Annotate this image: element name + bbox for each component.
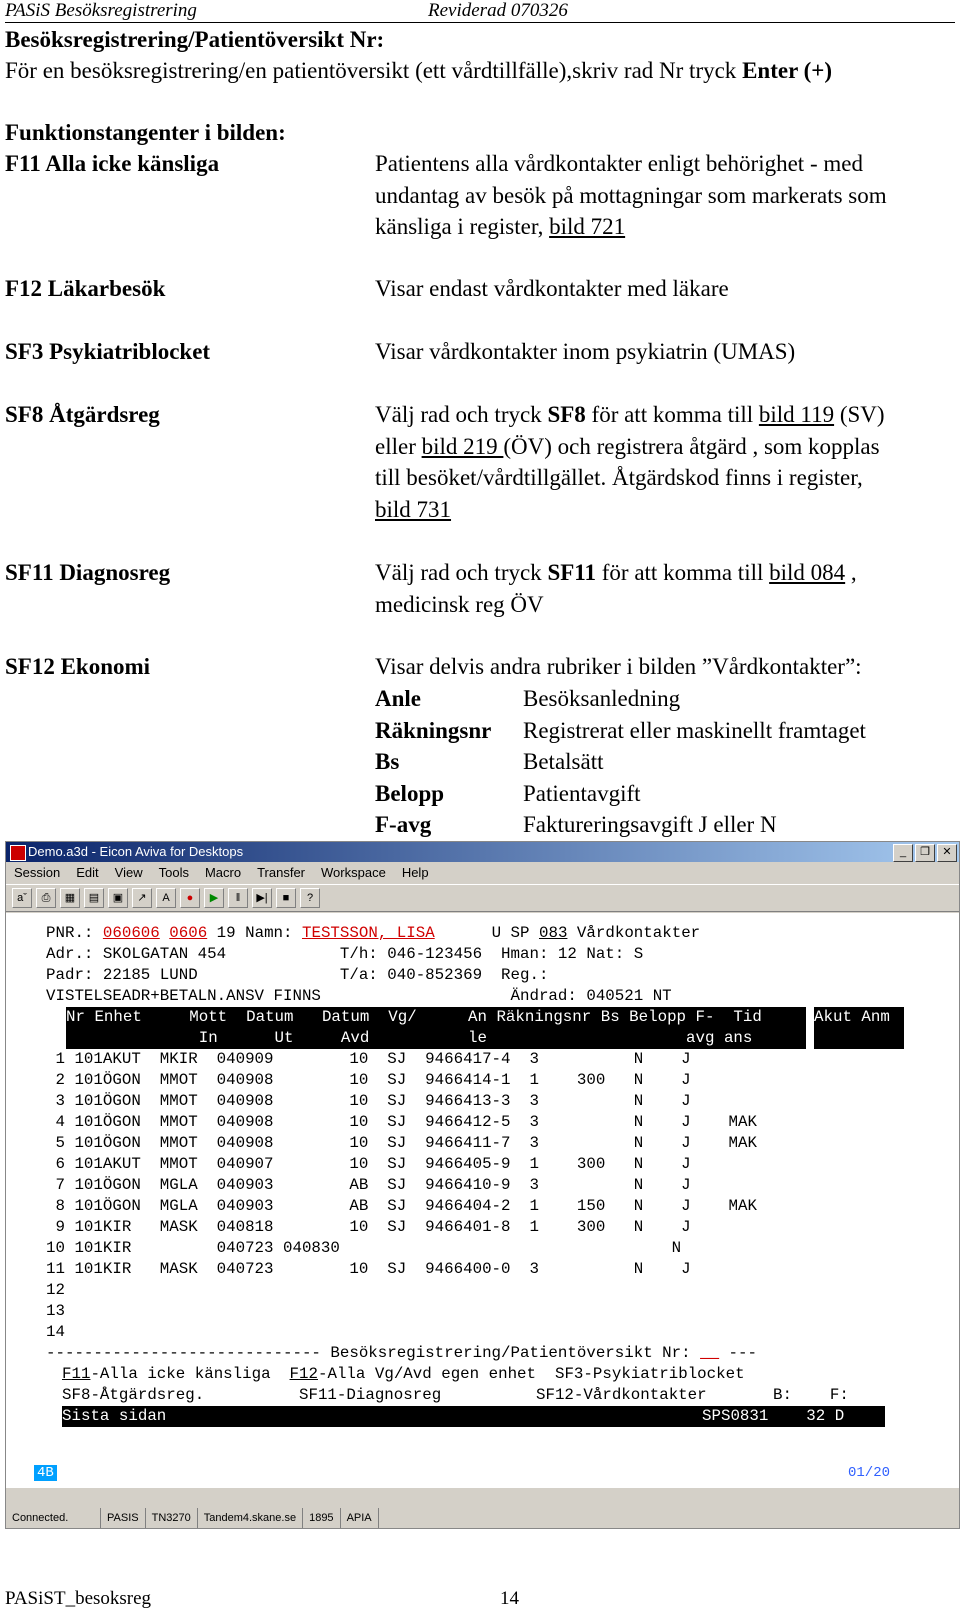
close-button[interactable]: ✕ [937,844,957,862]
sf12-columns-table [375,683,866,841]
window-statusbar: Connected. PASIS TN3270 Tandem4.skane.se 1895 APIA [6,1508,959,1528]
page-header [5,0,955,23]
record-icon[interactable]: ● [180,888,200,908]
toolbar-font-icon[interactable]: aˇ [12,888,32,908]
link-bild-084[interactable]: bild 084 [769,560,846,585]
window-title: Demo.a3d - Eicon Aviva for Desktops [28,844,244,859]
fkey-sf8: SF8 Åtgärdsreg [5,402,160,427]
fkey-f12-term[interactable]: F12 [289,1365,318,1383]
term-fkeys-1: F11-Alla icke känsliga F12-Alla Vg/Avd egen enhet SF3-Psykiatriblocket [62,1365,745,1383]
help-icon[interactable]: ? [300,888,320,908]
fkey-f12-desc: Visar endast vårdkontakter med läkare [375,276,729,301]
term-fkeys-2: SF8-Åtgärdsreg. SF11-Diagnosreg SF12-Vårdkontakter B: F: [62,1386,849,1404]
footer-left: PASiST_besoksreg [5,1588,152,1609]
fkey-sf12-desc: Visar delvis andra rubriker i bilden ”Vårdkontakter”: [375,654,862,679]
term-separator: ----------------------------- Besöksregistrering/Patientöversikt Nr: __ --- [46,1344,757,1362]
table-row: 1 101AKUT MKIR 040909 10 SJ 9466417-4 3 N J [46,1050,691,1068]
term-line-vistelse: VISTELSEADR+BETALN.ANSV FINNS Ändrad: 040521 NT [46,987,672,1005]
page-heading: Besöksregistrering/Patientöversikt Nr: [5,27,385,52]
toolbar-copy-icon[interactable]: ▦ [60,888,80,908]
oia-line [6,1465,959,1487]
menu-edit[interactable]: Edit [76,865,99,880]
link-bild-219[interactable]: bild 219 [421,433,504,459]
menu-help[interactable]: Help [401,865,429,880]
pause-icon[interactable]: ‖ [228,888,248,908]
table-row: 7 101ÖGON MGLA 040903 AB SJ 9466410-9 3 N J [46,1176,691,1194]
cursor-position: 01/20 [848,1465,891,1481]
intro-text: För en besöksregistrering/en patientöversikt (ett vårdtillfälle),skriv rad Nr tryck Enter (+) [5,58,833,83]
toolbar-clipboard-icon[interactable]: ▣ [108,888,128,908]
fkey-sf12: SF12 Ekonomi [5,654,151,679]
toolbar [6,884,959,912]
play-icon[interactable]: ▶ [204,888,224,908]
menu-bar [6,862,959,884]
menu-transfer[interactable]: Transfer [257,865,306,880]
toolbar-arrow-icon[interactable]: ↗ [132,888,152,908]
fkey-f11-term[interactable]: F11 [62,1365,91,1383]
table-row: 4 101ÖGON MMOT 040908 10 SJ 9466412-5 3 N J MAK [46,1113,757,1131]
restore-button[interactable]: ❐ [915,844,935,862]
step-icon[interactable]: ▶| [252,888,272,908]
term-line-adr: Adr.: SKOLGATAN 454 T/h: 046-123456 Hman: 12 Nat: S [46,945,644,963]
menu-view[interactable]: View [114,865,143,880]
table-row: 8 101ÖGON MGLA 040903 AB SJ 9466404-2 1 150 N J MAK [46,1197,757,1215]
page-number: 14 [500,1588,519,1609]
menu-workspace[interactable]: Workspace [321,865,386,880]
fkey-sf11-desc: Välj rad och tryck SF11 för att komma till bild 084 , medicinsk reg ÖV [375,560,857,617]
table-row: 9 101KIR MASK 040818 10 SJ 9466401-8 1 300 N J [46,1218,691,1236]
minimize-button[interactable]: _ [893,844,913,862]
fkey-f12: F12 Läkarbesök [5,276,166,301]
table-row: 5 101ÖGON MMOT 040908 10 SJ 9466411-7 3 N J MAK [46,1134,757,1152]
cursor-indicator: 4B [34,1465,57,1481]
fkey-f11-desc: Patientens alla vårdkontakter enligt behörighet - med undantag av besök på mottagningar som markerats som känsliga i register, bild 721 [375,151,887,239]
toolbar-text-icon[interactable]: A [156,888,176,908]
sf12-row: Belopp Patientavgift [375,780,641,806]
window-titlebar [6,842,959,862]
link-bild-119[interactable]: bild 119 [758,402,835,427]
table-row: 3 101ÖGON MMOT 040908 10 SJ 9466413-3 3 N J [46,1092,691,1110]
term-line-pnr: PNR.: 060606 0606 19 Namn: TESTSSON, LISA U SP 083 Vårdkontakter [46,924,701,942]
fkey-sf3-desc: Visar vårdkontakter inom psykiatrin (UMAS) [375,339,796,364]
table-row: 14 [46,1323,65,1341]
nr-input[interactable]: __ [700,1344,720,1362]
fkey-sf8-desc: Välj rad och tryck SF8 för att komma till bild 119 (SV) eller bild 219 (ÖV) och registrera åtgärd , som kopplas till besöket/vårdtillgället. Åtgärdskod finns i register, bild 731 [375,399,935,525]
app-icon [10,845,26,861]
table-row: 12 [46,1281,65,1299]
term-line-padr: Padr: 22185 LUND T/a: 040-852369 Reg.: [46,966,549,984]
menu-tools[interactable]: Tools [158,865,189,880]
table-row: 6 101AKUT MMOT 040907 10 SJ 9466405-9 1 300 N J [46,1155,691,1173]
stop-icon[interactable]: ■ [276,888,296,908]
sf12-row: Bs Betalsätt [375,749,604,774]
table-row: 2 101ÖGON MMOT 040908 10 SJ 9466414-1 1 300 N J [46,1071,691,1089]
sf12-row: Räkningsnr Registrerat eller maskinellt framtaget [375,717,866,743]
menu-macro[interactable]: Macro [204,865,242,880]
table-row: 10 101KIR 040723 040830 N [46,1239,682,1257]
table-row: 11 101KIR MASK 040723 10 SJ 9466400-0 3 N J [46,1260,691,1278]
link-bild-721[interactable]: bild 721 [549,214,626,239]
fkey-sf11: SF11 Diagnosreg [5,560,171,585]
toolbar-paste-icon[interactable]: ▤ [84,888,104,908]
menu-session[interactable]: Session [14,865,61,880]
terminal-screen[interactable]: PNR.: 060606 0606 19 Namn: TESTSSON, LISA U SP 083 Vårdkontakter Adr.: SKOLGATAN 454 T/h: 046-123456 Hman: 12 Nat: S Padr: 22185 LUND T/a: 040-852369 Reg.: VISTELSEADR+BETALN.ANSV FINNS Ändrad: 040521 NT Nr Enhet Mott Datum Datum Vg/ An Räkningsnr Bs Belopp F- Tid Akut Anm In Ut Avd le avg ans 1 101AKUT MKIR 040909 10 SJ 9466417-4 3 N J 2 101ÖGON MMOT 040908 10 SJ 9466414-1 1 300 N J 3 101ÖGON MMOT 040908 10 SJ 9466413-3 3 N J 4 101ÖGON MMOT 040908 10 SJ 9466412-5 3 N J MAK 5 101ÖGON MMOT 040908 10 SJ 9466411-7 3 N J MAK 6 101AKUT MMOT 040907 10 SJ 9466405-9 1 300 N J 7 101ÖGON MGLA 040903 AB SJ 9466410-9 3 N J 8 101ÖGON MGLA 040903 AB SJ 9466404-2 1 150 N J MAK 9 101KIR MASK 040818 10 SJ 9466401-8 1 300 N J 10 101KIR 040723 040830 N 11 101KIR MASK 040723 10 SJ 9466400-0 3 N J 12 13 14 ----------------------------- Besöksregistrering/Patientöversikt Nr: __ --- F11-Alla icke känsliga F12-Alla Vg/Avd egen enhet SF3-Psykiatriblocket SF8-Åtgärdsreg. SF11-Diagnosreg SF12-Vårdkontakter B: F: Sista sidan SPS0831 32 D 4B 01/20 [6,913,959,1488]
header-right: Reviderad 070326 [428,0,568,21]
fkey-sf3: SF3 Psykiatriblocket [5,339,211,364]
emulator-window [5,841,960,1529]
term-status-line: Sista sidan SPS0831 32 D [62,1406,885,1427]
header-left: PASiS Besöksregistrering [5,0,197,21]
fkey-f11: F11 Alla icke känsliga [5,151,220,176]
link-bild-731[interactable]: bild 731 [375,496,452,522]
table-row: 13 [46,1302,65,1320]
toolbar-print-icon[interactable]: ⎙ [36,888,56,908]
fkeys-title: Funktionstangenter i bilden: [5,120,286,145]
sf12-row: Anle Besöksanledning [375,686,681,711]
sf12-row: F-avg Faktureringsavgift J eller N [375,812,777,837]
